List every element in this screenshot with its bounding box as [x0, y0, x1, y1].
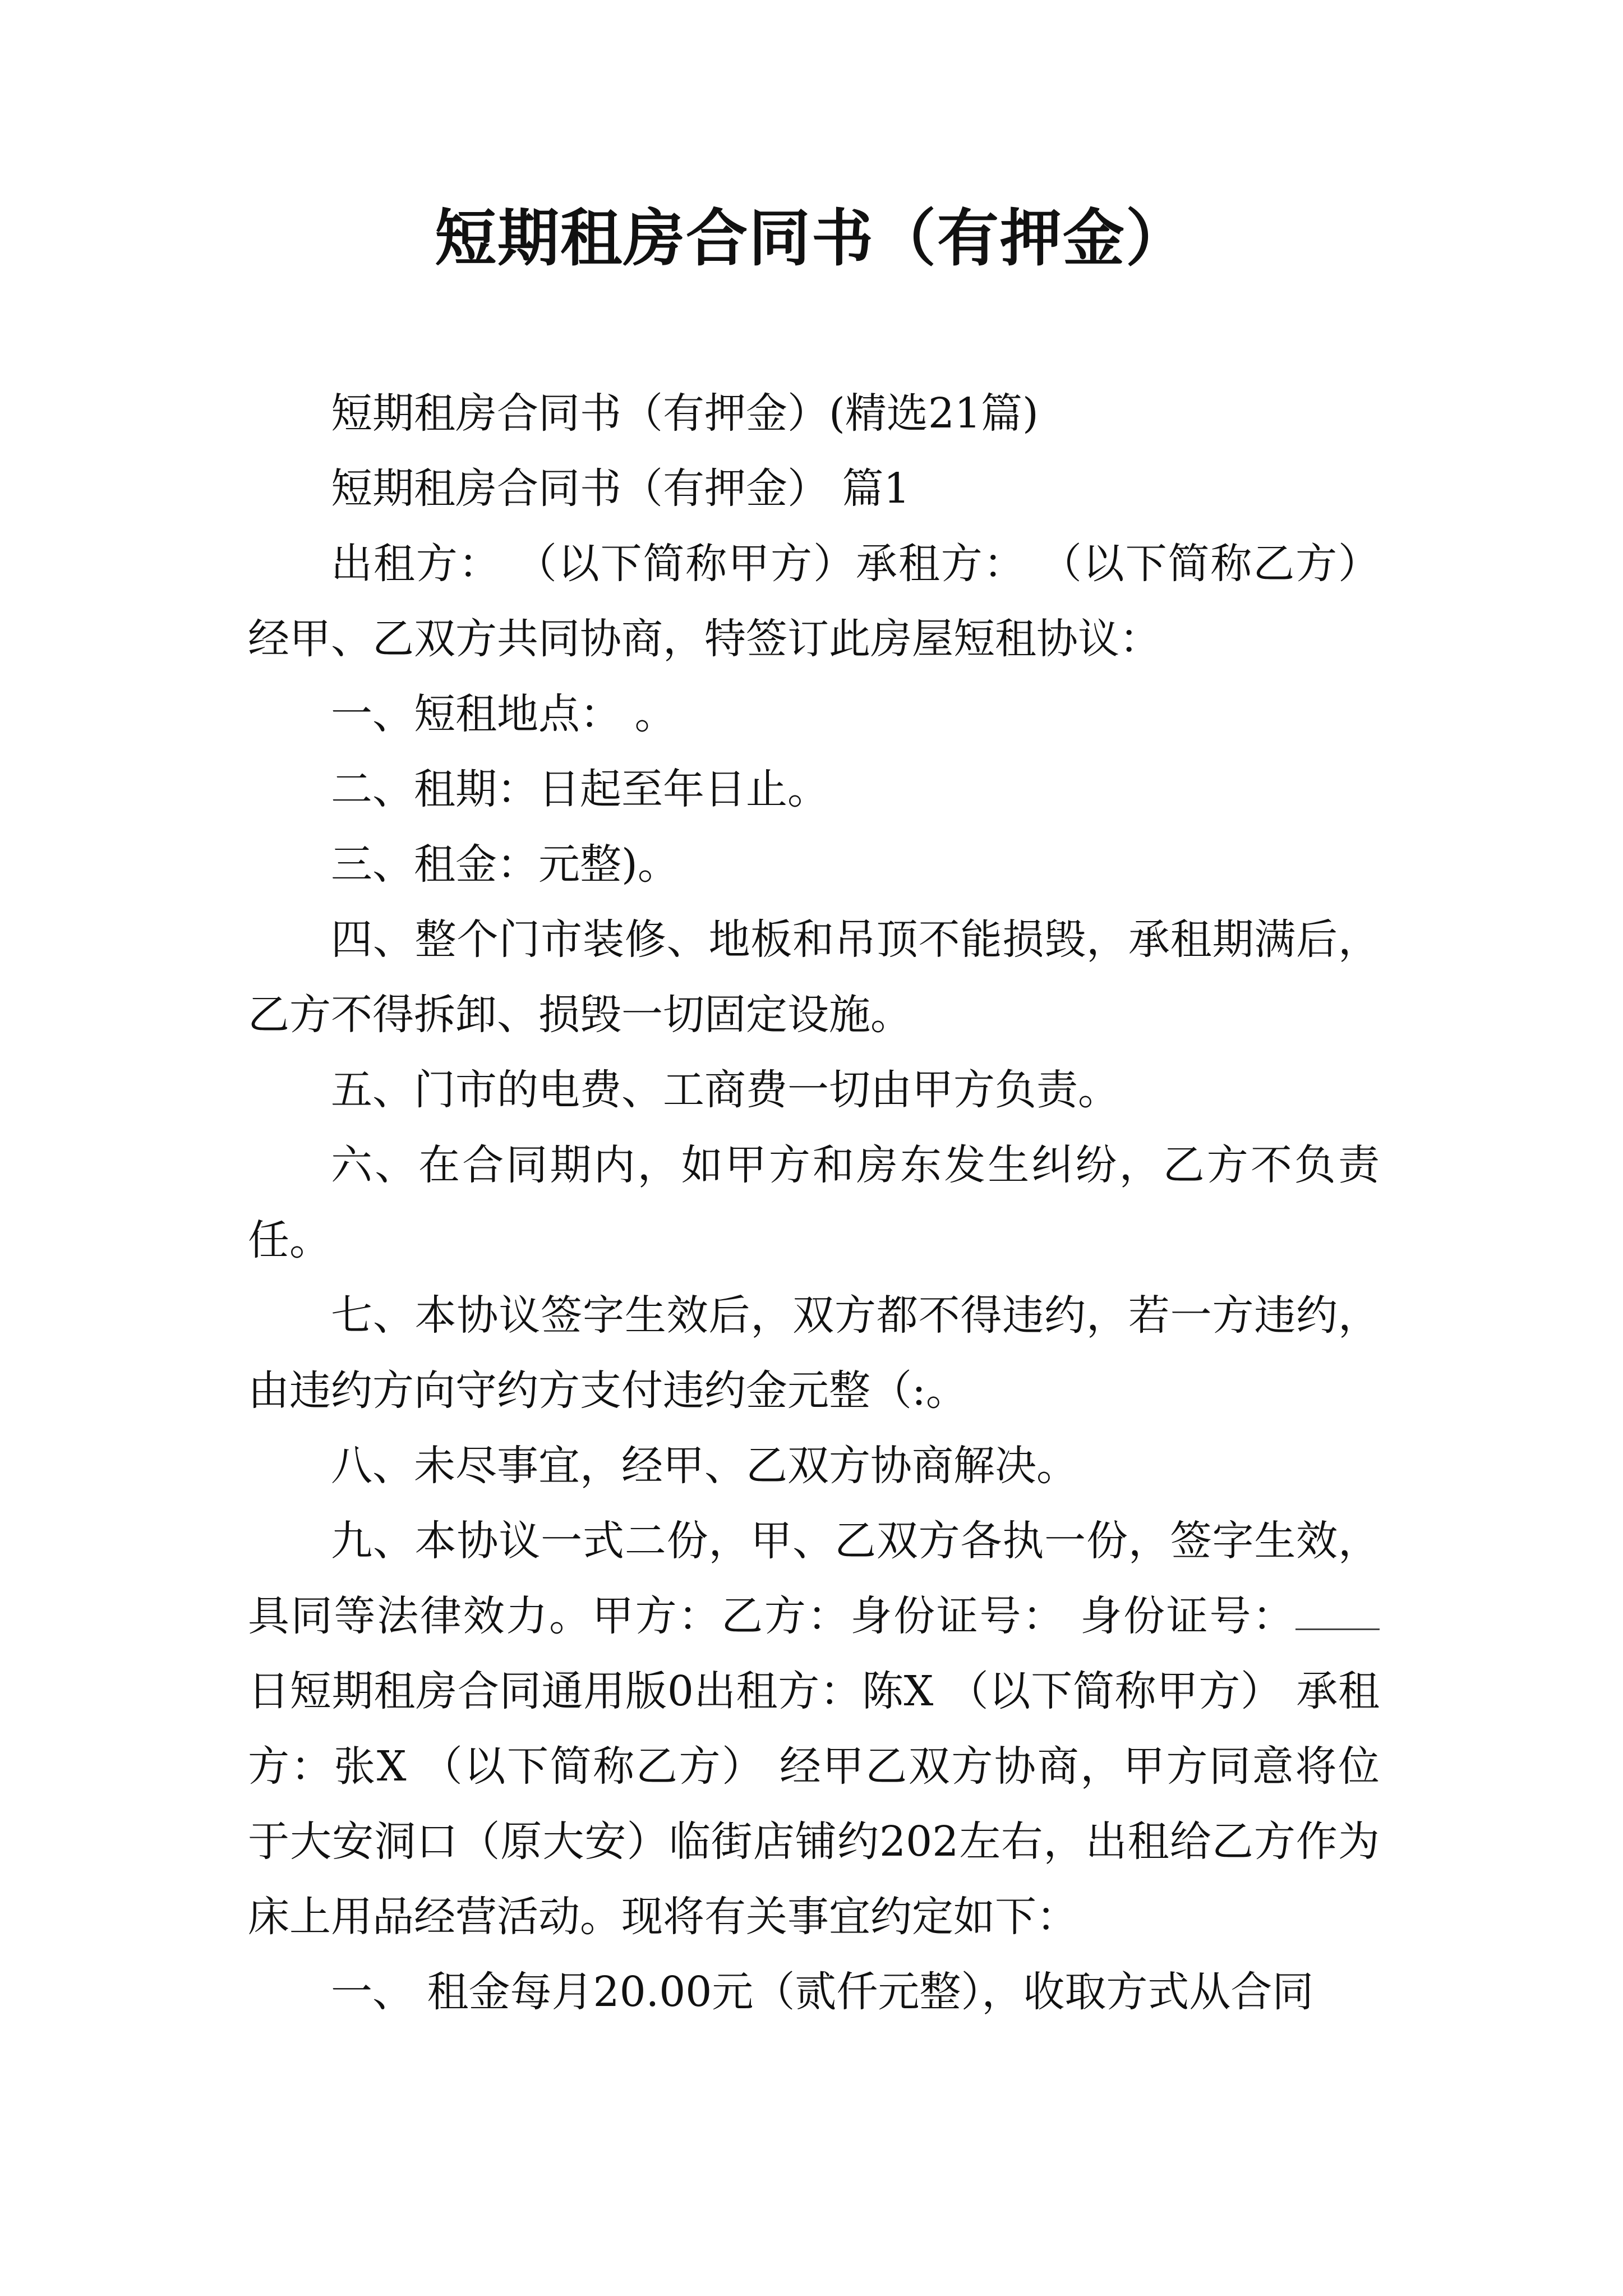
- paragraph-clause-2: 二、租期：日起至年日止。: [331, 765, 829, 813]
- paragraph-section-heading: 短期租房合同书（有押金） 篇1: [331, 464, 910, 513]
- paragraph-clause-8: 八、未尽事宜，经甲、乙双方协商解决。: [331, 1442, 1078, 1490]
- paragraph-parties: 出租方： （以下简称甲方）承租方： （以下简称乙方）经甲、乙双方共同协商，特签订此房屋短租协议：: [248, 540, 1380, 663]
- paragraph-clause-1: 一、短租地点： 。: [331, 690, 676, 738]
- clause-9-text-start: 九、本协议一式二份，甲、乙双方各执一份，签字生效，具同等法律效力。甲方：乙方：身份证号： 身份证号：: [248, 1517, 1380, 1640]
- clause-9-text-end: 日短期租房合同通用版0出租方：陈X （以下简称甲方） 承租方：张X （以下简称乙方） 经甲乙双方协商，甲方同意将位于大安洞口（原大安）临街店铺约202左右，出租给乙方作为床上用品经营活动。现将有关事宜约定如下：: [248, 1667, 1380, 1941]
- paragraph-clause-7: 七、本协议签字生效后，双方都不得违约，若一方违约，由违约方向守约方支付违约金元整（:。: [248, 1291, 1380, 1415]
- document-title: 短期租房合同书（有押金）: [435, 202, 1188, 274]
- signature-blank-line: [1295, 1587, 1380, 1630]
- paragraph-clause-9: [248, 1503, 1380, 1954]
- paragraph-clause-6: 六、在合同期内，如甲方和房东发生纠纷，乙方不负责任。: [248, 1141, 1380, 1264]
- paragraph-clause-4: 四、整个门市装修、地板和吊顶不能损毁，承租期满后，乙方不得拆卸、损毁一切固定设施。: [248, 915, 1380, 1039]
- paragraph-subtitle: 短期租房合同书（有押金）(精选21篇): [331, 389, 1039, 438]
- document-body: [248, 376, 1380, 2030]
- paragraph-rent-clause: 一、 租金每月20.00元（贰仟元整），收取方式从合同: [331, 1968, 1314, 2016]
- paragraph-clause-5: 五、门市的电费、工商费一切由甲方负责。: [331, 1066, 1119, 1114]
- paragraph-clause-3: 三、租金：元整)。: [331, 840, 679, 889]
